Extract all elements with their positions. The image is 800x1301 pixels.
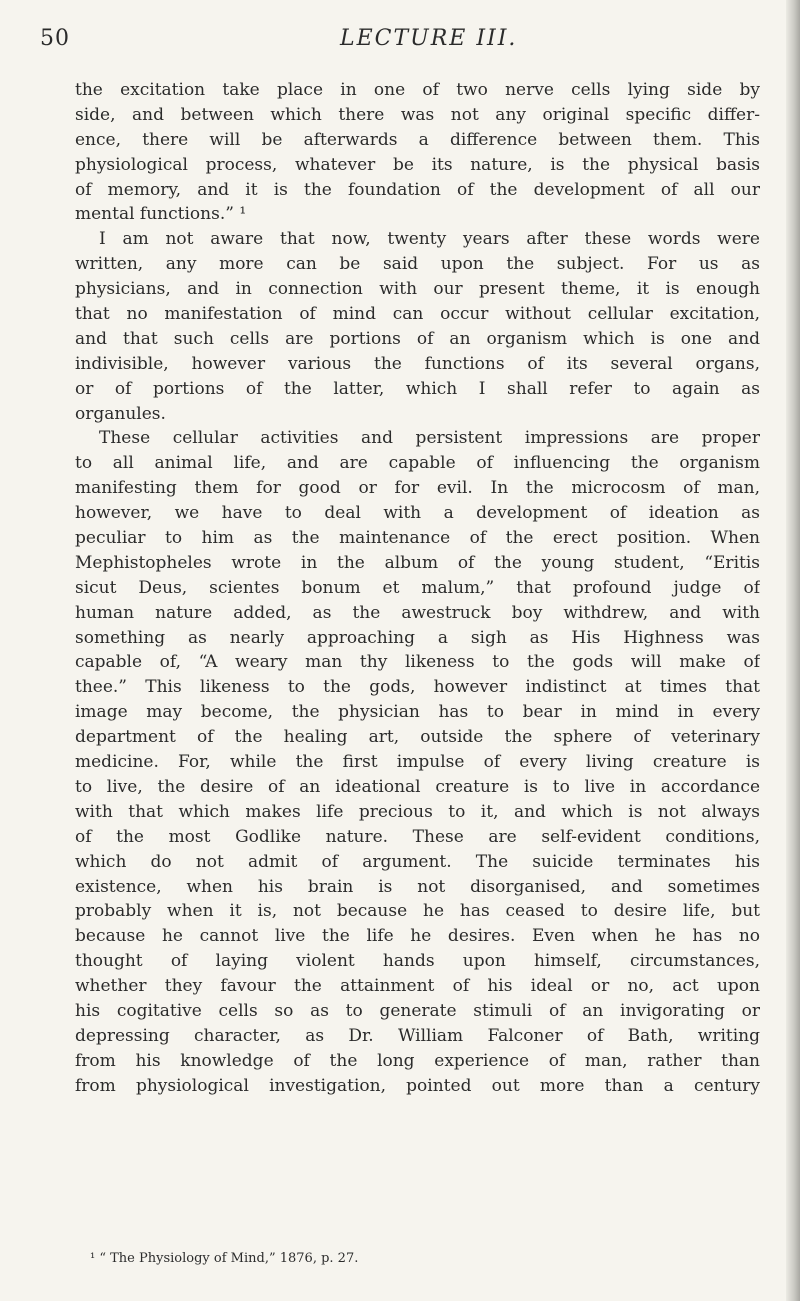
text-line: something as nearly approaching a sigh as His Highness was [75,627,760,648]
text-line: physicians, and in connection with our present theme, it is enough [75,279,760,300]
text-line: to all animal life, and are capable of influencing the organism [75,453,760,474]
text-line: I am not aware that now, twenty years after these words were [99,229,760,250]
text-line: Mephistopheles wrote in the album of the young student, “Eritis [75,552,760,573]
text-line: capable of, “A weary man thy likeness to the gods will make of [75,652,760,673]
text-line: indivisible, however various the functions of its several organs, [75,353,760,374]
text-line: the excitation take place in one of two nerve cells lying side by [75,80,760,100]
page-header [40,22,760,62]
text-line: mental functions.” ¹ [75,204,247,225]
text-line: physiological process, whatever be its nature, is the physical basis [75,154,760,175]
text-line: ence, there will be afterwards a difference between them. This [75,129,760,150]
text-line: thee.” This likeness to the gods, however indistinct at times that [75,677,760,698]
text-line: from his knowledge of the long experience of man, rather than [75,1050,760,1071]
text-line: These cellular activities and persistent impressions are proper [99,428,760,449]
text-line: whether they favour the attainment of his ideal or no, act upon [75,976,760,997]
text-line: of the most Godlike nature. These are self-evident conditions, [75,826,760,847]
page-edge-shadow [786,0,800,1301]
text-line: or of portions of the latter, which I shall refer to again as [75,378,760,399]
text-line: human nature added, as the awestruck boy withdrew, and with [75,602,760,623]
body-text [75,78,760,1099]
text-line: thought of laying violent hands upon himself, circumstances, [75,951,760,972]
text-line: because he cannot live the life he desires. Even when he has no [75,926,760,947]
text-line: manifesting them for good or for evil. In the microcosm of man, [75,478,760,499]
text-line: with that which makes life precious to it, and which is not always [75,801,760,822]
text-line: department of the healing art, outside the sphere of veterinary [75,727,760,748]
text-line: and that such cells are portions of an organism which is one and [75,328,760,349]
text-line: which do not admit of argument. The suicide terminates his [75,851,760,872]
text-line: peculiar to him as the maintenance of the erect position. When [75,528,760,549]
text-line: of memory, and it is the foundation of the development of all our [75,179,760,200]
text-line: side, and between which there was not any original specific differ- [75,104,760,125]
text-line: probably when it is, not because he has ceased to desire life, but [75,901,760,922]
page-number: 50 [40,26,70,51]
text-line: organules. [75,403,166,424]
footnote: ¹ “ The Physiology of Mind,” 1876, p. 27. [90,1251,359,1266]
text-line: existence, when his brain is not disorganised, and sometimes [75,876,760,897]
text-line: sicut Deus, scientes bonum et malum,” that profound judge of [75,577,760,598]
text-line: however, we have to deal with a development of ideation as [75,503,760,524]
text-line: medicine. For, while the first impulse of every living creature is [75,752,760,773]
text-line: written, any more can be said upon the subject. For us as [75,254,760,275]
text-line: depressing character, as Dr. William Falconer of Bath, writing [75,1025,760,1046]
text-line: his cogitative cells so as to generate stimuli of an invigorating or [75,1000,760,1021]
text-line: image may become, the physician has to bear in mind in every [75,702,760,723]
text-line: to live, the desire of an ideational creature is to live in accordance [75,776,760,797]
running-title: LECTURE III. [340,26,518,51]
text-line: that no manifestation of mind can occur without cellular excitation, [75,304,760,325]
text-line: from physiological investigation, pointed out more than a century [75,1075,760,1096]
